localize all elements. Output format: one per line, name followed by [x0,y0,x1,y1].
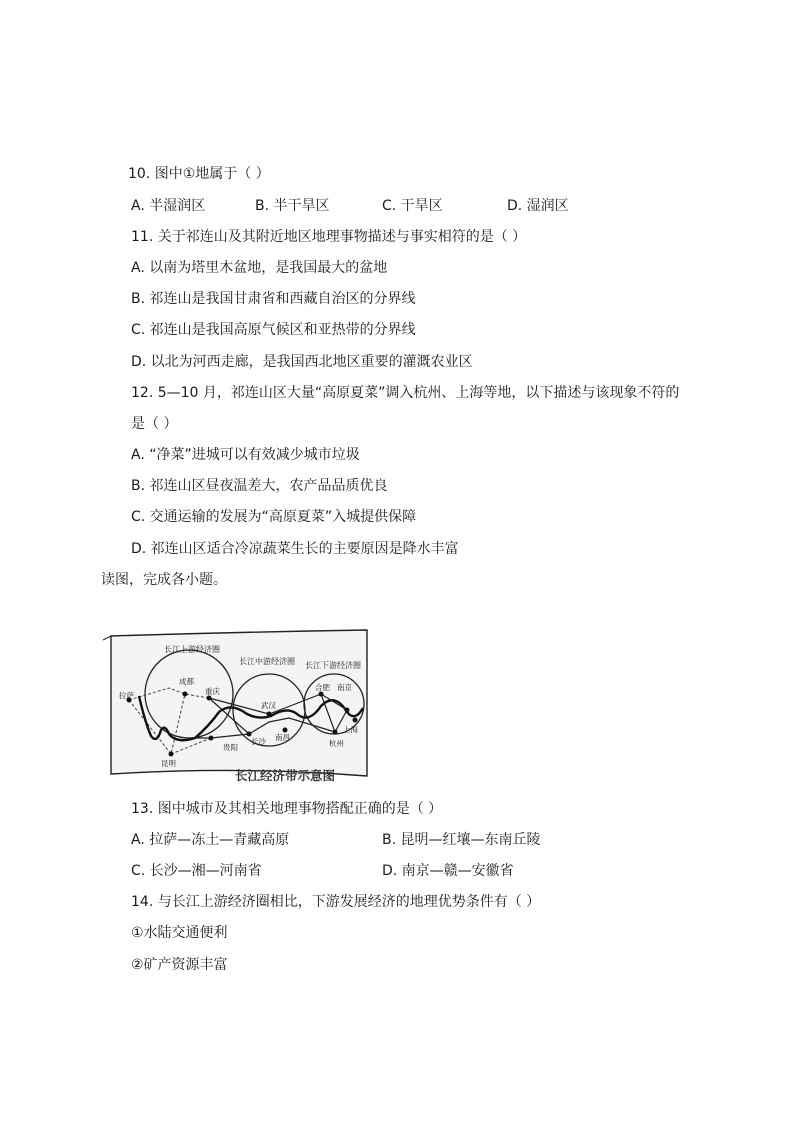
city-lasa: 拉萨 [119,691,134,700]
city-hefei: 合肥 [315,683,330,692]
city-kunming: 昆明 [161,759,176,768]
city-shanghai: 上海 [343,725,358,734]
q10-option-b: B. 半干旱区 [255,198,330,214]
q12-stem-line1: 12. 5—10 月，祁连山区大量“高原夏菜”调入杭州、上海等地，以下描述与该现象不符的 [131,385,680,401]
downstream-circle-label: 长江下游经济圈 [305,661,361,670]
upstream-circle-label: 长江上游经济圈 [164,645,220,654]
figure-caption: 长江经济带示意图 [235,768,336,783]
q12-option-a: A. “净菜”进城可以有效减少城市垃圾 [131,447,360,463]
city-nanjing: 南京 [337,683,352,692]
q12-option-d: D. 祁连山区适合冷凉蔬菜生长的主要原因是降水丰富 [131,541,459,557]
q10-option-a: A. 半湿润区 [131,198,206,214]
city-wuhan: 武汉 [261,701,276,710]
city-chengdu: 成都 [179,677,194,686]
q10-option-c: C. 干旱区 [382,198,443,214]
q10-stem: 10. 图中①地属于（ ） [128,166,270,182]
q11-option-d: D. 以北为河西走廊，是我国西北地区重要的灌溉农业区 [131,354,473,370]
q13-option-d: D. 南京—赣—安徽省 [382,863,514,879]
map-svg [99,626,371,788]
midstream-circle-label: 长江中游经济圈 [239,657,295,666]
q14-stem: 14. 与长江上游经济圈相比，下游发展经济的地理优势条件有（ ） [131,894,541,910]
q11-option-b: B. 祁连山是我国甘肃省和西藏自治区的分界线 [131,291,416,307]
q13-option-a: A. 拉萨—冻土—青藏高原 [131,832,290,848]
city-hangzhou: 杭州 [329,739,344,748]
q11-option-a: A. 以南为塔里木盆地，是我国最大的盆地 [131,260,388,276]
q13-stem: 13. 图中城市及其相关地理事物搭配正确的是（ ） [131,801,443,817]
q12-option-b: B. 祁连山区昼夜温差大，农产品品质优良 [131,478,388,494]
city-changsha: 长沙 [251,737,266,746]
q11-stem: 11. 关于祁连山及其附近地区地理事物描述与事实相符的是（ ） [131,229,527,245]
q11-option-c: C. 祁连山是我国高原气候区和亚热带的分界线 [131,322,416,338]
yangtze-economic-belt-figure [99,626,371,788]
instruction: 读图，完成各小题。 [101,572,227,588]
q10-option-d: D. 湿润区 [507,198,569,214]
q13-option-b: B. 昆明—红壤—东南丘陵 [382,832,541,848]
q12-stem-line2: 是（ ） [131,416,178,432]
q12-option-c: C. 交通运输的发展为“高原夏菜”入城提供保障 [131,509,417,525]
city-nanchang: 南昌 [275,733,290,742]
map-frame [111,630,367,776]
q13-option-c: C. 长沙—湘—河南省 [131,863,262,879]
q14-item-2: ②矿产资源丰富 [131,957,228,973]
q14-item-1: ①水陆交通便利 [131,925,228,941]
city-guiyang: 贵阳 [223,743,238,752]
city-chongqing: 重庆 [205,687,220,696]
